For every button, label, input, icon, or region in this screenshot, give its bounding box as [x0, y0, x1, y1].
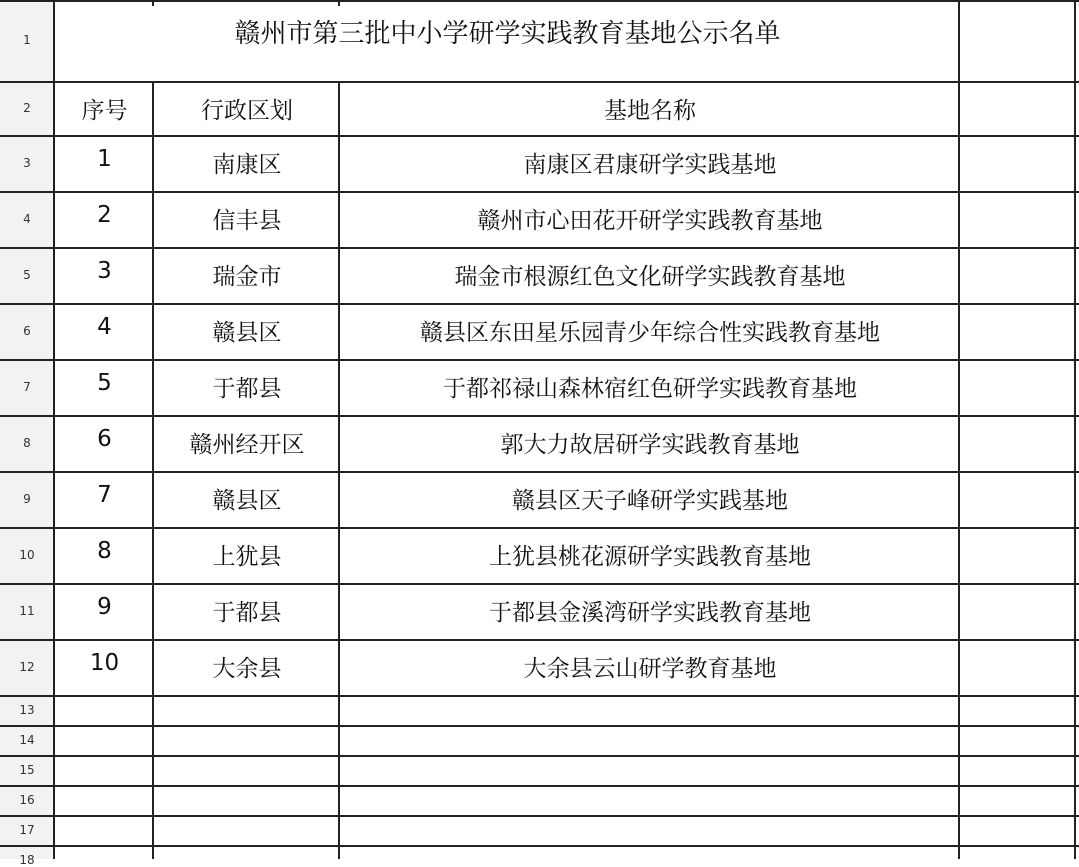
cell-district[interactable]: 于都县 [212, 376, 282, 402]
column-border [338, 0, 340, 6]
row-number[interactable]: 13 [19, 703, 35, 717]
cell-district[interactable]: 于都县 [212, 600, 282, 626]
cell-index[interactable]: 5 [97, 370, 112, 396]
cell-index[interactable]: 2 [97, 202, 112, 228]
row-border [0, 527, 1079, 529]
row-number[interactable]: 5 [23, 268, 31, 282]
row-number[interactable]: 7 [23, 380, 31, 394]
row-border [0, 0, 1079, 2]
row-border [0, 845, 1079, 847]
page-title[interactable]: 赣州市第三批中小学研学实践教育基地公示名单 [234, 19, 781, 49]
header-base-name[interactable]: 基地名称 [604, 98, 696, 124]
row-number[interactable]: 6 [23, 324, 31, 338]
cell-index[interactable]: 4 [97, 314, 112, 340]
row-number[interactable]: 17 [19, 823, 35, 837]
cell-base-name[interactable]: 赣州市心田花开研学实践教育基地 [477, 208, 823, 234]
column-border [53, 0, 55, 859]
row-border [0, 471, 1079, 473]
cell-district[interactable]: 南康区 [212, 152, 282, 178]
column-border [152, 0, 154, 6]
cell-district[interactable]: 赣州经开区 [189, 432, 305, 458]
header-district[interactable]: 行政区划 [201, 98, 293, 124]
cell-base-name[interactable]: 上犹县桃花源研学实践教育基地 [489, 544, 811, 570]
cell-index[interactable]: 6 [97, 426, 112, 452]
row-border [0, 695, 1079, 697]
cell-district[interactable]: 大余县 [212, 656, 282, 682]
row-header-column [0, 0, 54, 859]
cell-district[interactable]: 信丰县 [212, 208, 282, 234]
row-number[interactable]: 3 [23, 156, 31, 170]
row-number[interactable]: 12 [19, 660, 35, 674]
row-border [0, 415, 1079, 417]
row-number[interactable]: 14 [19, 733, 35, 747]
row-border [0, 583, 1079, 585]
row-number[interactable]: 16 [19, 793, 35, 807]
row-border [0, 191, 1079, 193]
cell-district[interactable]: 赣县区 [212, 488, 282, 514]
cell-base-name[interactable]: 瑞金市根源红色文化研学实践教育基地 [454, 264, 846, 290]
cell-district[interactable]: 上犹县 [212, 544, 282, 570]
row-number[interactable]: 2 [23, 101, 31, 115]
row-number[interactable]: 4 [23, 212, 31, 226]
cell-index[interactable]: 8 [97, 538, 112, 564]
row-number[interactable]: 9 [23, 492, 31, 506]
cell-base-name[interactable]: 赣县区东田星乐园青少年综合性实践教育基地 [420, 320, 880, 346]
row-border [0, 359, 1079, 361]
column-border [1074, 0, 1076, 859]
cell-base-name[interactable]: 大余县云山研学教育基地 [523, 656, 777, 682]
column-border [958, 0, 960, 859]
cell-index[interactable]: 10 [89, 650, 120, 676]
cell-base-name[interactable]: 赣县区天子峰研学实践基地 [512, 488, 788, 514]
row-number[interactable]: 1 [23, 33, 31, 47]
row-number[interactable]: 11 [19, 604, 35, 618]
cell-base-name[interactable]: 郭大力故居研学实践教育基地 [500, 432, 800, 458]
row-number[interactable]: 18 [19, 853, 35, 867]
row-number[interactable]: 15 [19, 763, 35, 777]
cell-base-name[interactable]: 于都县金溪湾研学实践教育基地 [489, 600, 811, 626]
row-border [0, 755, 1079, 757]
row-border [0, 135, 1079, 137]
cell-index[interactable]: 3 [97, 258, 112, 284]
cell-district[interactable]: 赣县区 [212, 320, 282, 346]
column-border [338, 82, 340, 859]
row-border [0, 725, 1079, 727]
row-border [0, 815, 1079, 817]
cell-base-name[interactable]: 南康区君康研学实践基地 [523, 152, 777, 178]
row-number[interactable]: 10 [19, 548, 35, 562]
cell-index[interactable]: 9 [97, 594, 112, 620]
cell-index[interactable]: 7 [97, 482, 112, 508]
row-border [0, 303, 1079, 305]
row-border [0, 639, 1079, 641]
row-border [0, 81, 1079, 83]
row-border [0, 247, 1079, 249]
column-border [152, 82, 154, 859]
cell-district[interactable]: 瑞金市 [212, 264, 282, 290]
cell-index[interactable]: 1 [97, 146, 112, 172]
header-index[interactable]: 序号 [81, 98, 128, 124]
row-border [0, 785, 1079, 787]
row-number[interactable]: 8 [23, 436, 31, 450]
cell-base-name[interactable]: 于都祁禄山森林宿红色研学实践教育基地 [443, 376, 857, 402]
